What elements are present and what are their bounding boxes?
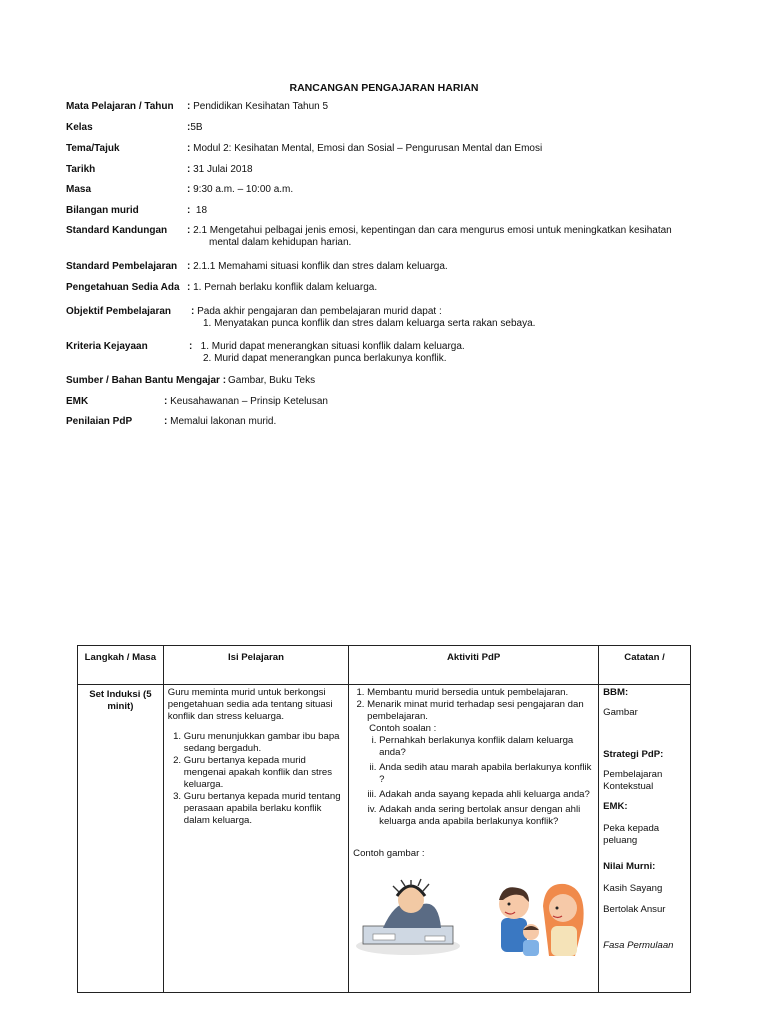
field-label-subject: Mata Pelajaran / Tahun — [66, 101, 174, 112]
list-item: iii. Adakah anda sayang kepada ahli keluarga anda? — [379, 789, 594, 801]
field-value-students: : 18 — [187, 205, 208, 216]
notes-cell — [599, 685, 691, 993]
content-intro: Guru meminta murid untuk berkongsi pengetahuan sedia ada tentang situasi konflik dan stress keluarga. — [167, 687, 333, 722]
field-value-subject: : Pendidikan Kesihatan Tahun 5 — [187, 101, 329, 112]
field-label-success-criteria: Kriteria Kejayaan — [66, 341, 148, 352]
strategy-value: Pembelajaran Kontekstual — [603, 769, 663, 792]
field-label-class: Kelas — [66, 122, 93, 133]
field-value-theme: : Modul 2: Kesihatan Mental, Emosi dan Sosial – Pengurusan Mental dan Emosi — [187, 143, 543, 154]
content-cell — [163, 685, 348, 993]
list-item: ii. Anda sedih atau marah apabila berlakunya konflik ? — [379, 762, 594, 786]
field-value-objective: : Pada akhir pengajaran dan pembelajaran murid dapat : 1. Menyatakan punca konflik dan stres dalam keluarga serta rakan sebaya. — [191, 306, 536, 329]
field-value-emk: : Keusahawanan – Prinsip Ketelusan — [164, 396, 328, 407]
step-cell — [78, 685, 164, 993]
value-item: Bertolak Ansur — [603, 904, 666, 915]
mother-figure — [543, 884, 584, 956]
value-item: Kasih Sayang — [603, 883, 663, 894]
emk-value: Peka kepada peluang — [603, 823, 660, 846]
bbm-value: Gambar — [603, 707, 638, 718]
list-item: 2. Guru bertanya kepada murid mengenai apakah konflik dan stres keluarga. — [184, 755, 344, 791]
field-label-assessment: Penilaian PdP — [66, 416, 133, 427]
list-item: 1. Membantu murid bersedia untuk pembelajaran. — [367, 687, 594, 699]
field-value-prior-knowledge: : 1. Pernah berlaku konflik dalam keluarga. — [187, 282, 378, 293]
field-value-resources: Gambar, Buku Teks — [228, 375, 316, 386]
lesson-table — [77, 645, 691, 993]
field-value-class: :5B — [187, 122, 203, 133]
list-item: 3. Guru bertanya kepada murid tentang perasaan apabila berlaku konflik dalam keluarga. — [184, 791, 344, 827]
field-label-objective: Objektif Pembelajaran — [66, 306, 172, 317]
list-item: 2. Menarik minat murid terhadap sesi pengajaran dan pembelajaran. — [367, 699, 594, 723]
activity-cell — [349, 685, 599, 993]
quarrel-illustration — [353, 866, 589, 960]
question-list — [353, 735, 594, 828]
values-label: Nilai Murni: — [603, 861, 656, 872]
field-label-resources: Sumber / Bahan Bantu Mengajar : — [66, 375, 227, 386]
table-row — [78, 685, 691, 993]
phase-label: Fasa Permulaan — [603, 940, 674, 951]
example-questions-label: Contoh soalan : — [369, 723, 437, 734]
list-item: i. Pernahkah berlakunya konflik dalam keluarga anda? — [379, 735, 594, 759]
strategy-label: Strategi PdP: — [603, 749, 664, 760]
field-value-learning-standard: : 2.1.1 Memahami situasi konflik dan stres dalam keluarga. — [187, 261, 448, 272]
header-step: Langkah / Masa — [78, 646, 164, 685]
field-label-theme: Tema/Tajuk — [66, 143, 120, 154]
step-label: Set Induksi (5 minit) — [89, 689, 152, 712]
header-activity: Aktiviti PdP — [349, 646, 599, 685]
field-label-students: Bilangan murid — [66, 205, 139, 216]
header-content: Isi Pelajaran — [163, 646, 348, 685]
list-item: 1. Guru menunjukkan gambar ibu bapa sedang bergaduh. — [184, 731, 344, 755]
field-value-content-standard: : 2.1 Mengetahui pelbagai jenis emosi, kepentingan dan cara mengurus emosi untuk meningkatkan kesihatan mental dalam kehidupan harian. — [187, 225, 672, 248]
field-value-date: : 31 Julai 2018 — [187, 164, 253, 175]
emk-label: EMK: — [603, 801, 628, 812]
content-list — [168, 731, 344, 827]
field-label-learning-standard: Standard Pembelajaran — [66, 261, 178, 272]
field-value-time: : 9:30 a.m. – 10:00 a.m. — [187, 184, 294, 195]
field-label-date: Tarikh — [66, 164, 96, 175]
field-label-content-standard: Standard Kandungan — [66, 225, 168, 236]
example-picture-label: Contoh gambar : — [353, 848, 425, 859]
field-label-emk: EMK — [66, 396, 89, 407]
bbm-label: BBM: — [603, 687, 629, 698]
header-notes: Catatan / — [599, 646, 691, 685]
stressed-person-icon — [353, 866, 589, 960]
field-value-success-criteria: : 1. Murid dapat menerangkan situasi konflik dalam keluarga. 2. Murid dapat menerangkan punca berlakunya konflik. — [189, 341, 465, 364]
activity-list — [353, 687, 594, 723]
field-label-time: Masa — [66, 184, 92, 195]
list-item: iv. Adakah anda sering bertolak ansur dengan ahli keluarga anda apabila berlakunya konflik? — [379, 804, 594, 828]
field-value-assessment: : Memalui lakonan murid. — [164, 416, 277, 427]
table-header-row — [78, 646, 691, 685]
page-title: RANCANGAN PENGAJARAN HARIAN — [289, 82, 479, 94]
field-label-prior-knowledge: Pengetahuan Sedia Ada — [66, 282, 180, 293]
